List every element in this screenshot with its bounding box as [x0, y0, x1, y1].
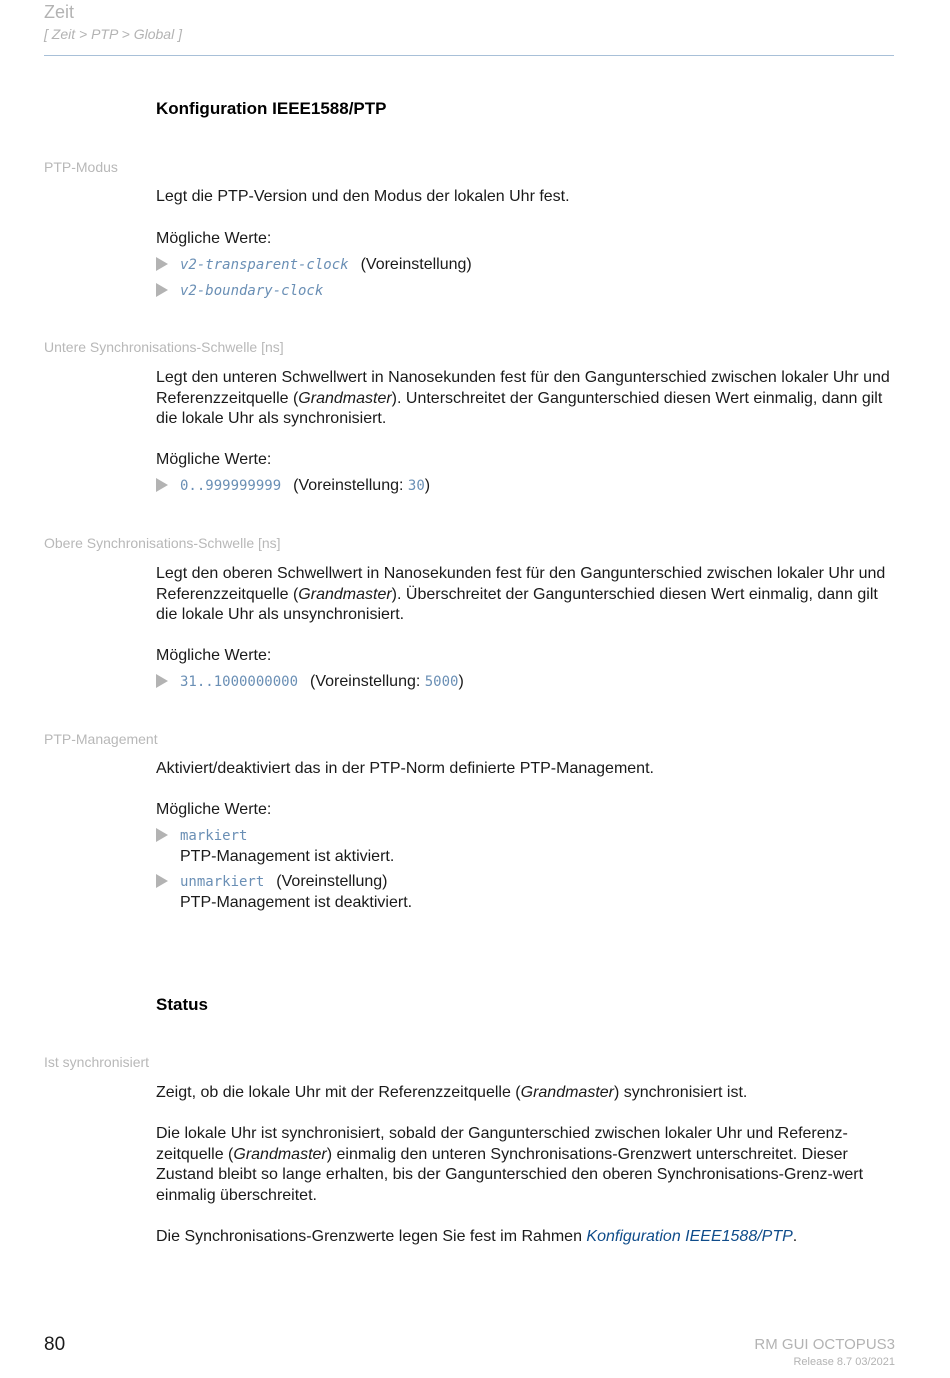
footer-product: RM GUI OCTOPUS3 — [754, 1336, 895, 1353]
header-divider — [44, 55, 894, 56]
breadcrumb: [ Zeit > PTP > Global ] — [44, 26, 182, 42]
paragraph-sync-reference: Die Synchronisations-Grenzwerte legen Sie fest im Rahmen Konfiguration IEEE1588/PTP. — [156, 1228, 798, 1245]
values-label: Mögliche Werte: — [156, 801, 272, 818]
option-note: (Voreinstellung) — [276, 873, 388, 890]
option-note: (Voreinstellung) — [360, 256, 472, 273]
param-label-upper-sync: Obere Synchronisations-Schwelle [ns] — [44, 535, 281, 551]
option-item — [156, 281, 323, 301]
param-desc-lower-sync: Legt den unteren Schwellwert in Nanosekunden fest für den Gangunterschied zwischen lokaler Uhr und Referenzzeitquelle (Grandmaster). Unterschreitet der Gangunterschied diesen Wert einmalig, dann gilt die lokale Uhr als synchronisiert. — [156, 369, 890, 427]
section-title-config: Konfiguration IEEE1588/PTP — [156, 99, 387, 118]
param-label-ptp-mode: PTP-Modus — [44, 159, 118, 175]
triangle-bullet-icon — [156, 674, 168, 688]
param-desc-ptp-management: Aktiviert/deaktiviert das in der PTP-Norm definierte PTP-Management. — [156, 760, 654, 777]
option-default: (Voreinstellung: 5000) — [310, 673, 464, 690]
chapter-title: Zeit — [44, 2, 75, 22]
config-link[interactable]: Konfiguration IEEE1588/PTP — [586, 1228, 793, 1245]
triangle-bullet-icon — [156, 283, 168, 297]
param-label-ptp-management: PTP-Management — [44, 731, 158, 747]
triangle-bullet-icon — [156, 478, 168, 492]
option-item — [156, 255, 472, 275]
option-default: (Voreinstellung: 30) — [293, 477, 431, 494]
triangle-bullet-icon — [156, 828, 168, 842]
paragraph-sync-explanation: Die lokale Uhr ist synchronisiert, sobald der Gangunterschied zwischen lokaler Uhr und Referenz-zeitquelle (Grandmaster) einmalig den unteren Synchronisations-Grenzwert unterschreitet. Dieser Zustand bleibt so lange erhalten, bis der Gangunterschied den oberen Synchronisations-Grenz-wert einmalig überschreitet. — [156, 1125, 864, 1204]
values-label: Mögliche Werte: — [156, 230, 272, 247]
option-value: v2-boundary-clock — [180, 283, 324, 299]
option-value: v2-transparent-clock — [180, 257, 349, 273]
values-label: Mögliche Werte: — [156, 647, 272, 664]
footer-release: Release 8.7 03/2021 — [793, 1356, 895, 1368]
option-item — [156, 872, 387, 892]
triangle-bullet-icon — [156, 257, 168, 271]
option-range: 31..1000000000 — [180, 674, 299, 690]
param-desc-ptp-mode: Legt die PTP-Version und den Modus der lokalen Uhr fest. — [156, 188, 570, 205]
option-item — [156, 476, 430, 496]
section-title-status: Status — [156, 995, 208, 1014]
values-label: Mögliche Werte: — [156, 451, 272, 468]
param-label-lower-sync: Untere Synchronisations-Schwelle [ns] — [44, 339, 284, 355]
option-range: 0..999999999 — [180, 478, 282, 494]
triangle-bullet-icon — [156, 874, 168, 888]
option-item — [156, 826, 247, 846]
option-value: markiert — [180, 828, 248, 844]
option-description: PTP-Management ist deaktiviert. — [180, 894, 413, 911]
param-desc-is-sync: Zeigt, ob die lokale Uhr mit der Referenzzeitquelle (Grandmaster) synchronisiert ist. — [156, 1084, 748, 1101]
option-value: unmarkiert — [180, 874, 265, 890]
param-label-is-sync: Ist synchronisiert — [44, 1054, 150, 1070]
option-item — [156, 672, 464, 692]
param-desc-upper-sync: Legt den oberen Schwellwert in Nanosekunden fest für den Gangunterschied zwischen lokaler Uhr und Referenzzeitquelle (Grandmaster). Überschreitet der Gangunterschied diesen Wert einmalig, dann gilt die lokale Uhr als unsynchronisiert. — [156, 565, 886, 623]
page-number: 80 — [44, 1334, 66, 1355]
option-description: PTP-Management ist aktiviert. — [180, 848, 395, 865]
